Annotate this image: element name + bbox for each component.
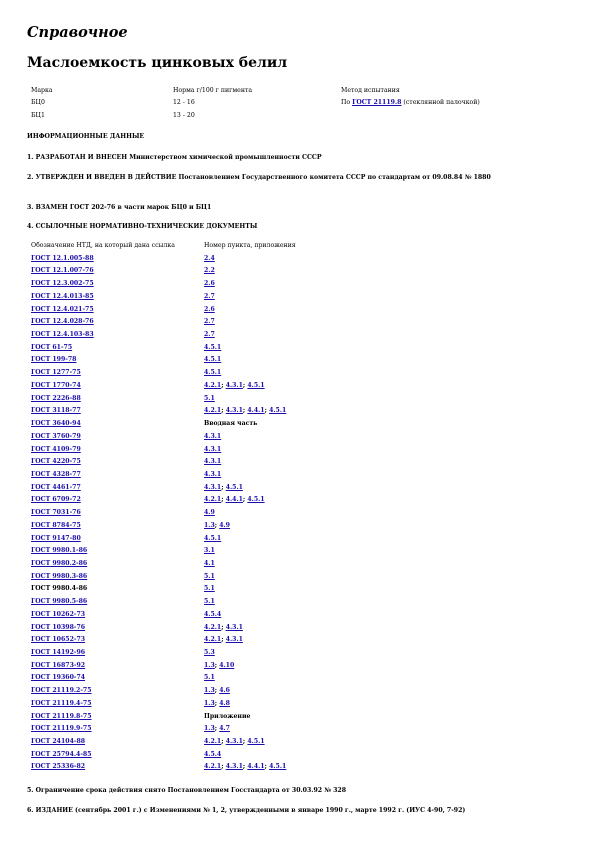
reference-clauses — [204, 585, 215, 592]
reference-document-link[interactable]: ГОСТ 4461-77 — [31, 483, 81, 491]
reference-document-link[interactable]: ГОСТ 1277-75 — [31, 369, 81, 377]
reference-document-link[interactable]: ГОСТ 9147-80 — [31, 534, 81, 542]
reference-clauses — [204, 560, 215, 567]
clause-link[interactable]: 5.1 — [204, 394, 215, 402]
reference-document-link[interactable]: ГОСТ 9980.5-86 — [31, 598, 88, 606]
clause-link[interactable]: 2.7 — [204, 331, 215, 339]
reference-label: Справочное — [27, 24, 128, 41]
grade-cell: БЦ0 — [31, 99, 45, 106]
reference-clauses — [204, 573, 215, 580]
reference-clauses — [204, 420, 257, 427]
method-standard-link[interactable]: ГОСТ 21119.8 — [352, 99, 402, 106]
clause-link[interactable]: 5.1 — [204, 572, 215, 580]
reference-document-link[interactable]: ГОСТ 12.4.021-75 — [31, 305, 94, 313]
clause-text: Вводная часть — [204, 420, 258, 428]
reference-clauses — [204, 433, 221, 440]
reference-document-link[interactable]: ГОСТ 12.1.005-88 — [31, 254, 94, 262]
clause-link[interactable]: 4.2.1 — [204, 636, 222, 644]
clause-link[interactable]: 2.4 — [204, 254, 215, 262]
clause-link[interactable]: 1.3 — [204, 521, 215, 529]
clause-link[interactable]: 4.3.1 — [204, 458, 222, 466]
header-grade: Марка — [31, 87, 53, 94]
reference-clauses: 1.3; 4.7 — [204, 725, 230, 733]
clause-link[interactable]: 2.6 — [204, 280, 215, 288]
reference-document-link[interactable]: ГОСТ 3760-79 — [31, 432, 81, 440]
clause-link[interactable]: 2.7 — [204, 292, 215, 300]
clause-link[interactable]: 3.1 — [204, 547, 215, 555]
reference-document-link[interactable]: ГОСТ 61-75 — [31, 343, 73, 351]
clause-link[interactable]: 1.3 — [204, 687, 215, 695]
clause-link[interactable]: 4.5.1 — [269, 763, 287, 771]
info-item-2: 2. УТВЕРЖДЕН И ВВЕДЕН В ДЕЙСТВИЕ Постановлением Государственного комитета СССР по стандартам от 09.08.84 № 1880 — [27, 174, 491, 181]
reference-document-link[interactable]: ГОСТ 10262-73 — [31, 610, 86, 618]
clause-link[interactable]: 1.3 — [204, 725, 215, 733]
clause-link[interactable]: 1.3 — [204, 661, 215, 669]
reference-document-link[interactable]: ГОСТ 1770-74 — [31, 381, 81, 389]
reference-document-link[interactable]: ГОСТ 25336-82 — [31, 763, 86, 771]
method-suffix: (стеклянной палочкой) — [401, 99, 480, 106]
reference-clauses — [204, 547, 215, 554]
clause-link[interactable]: 4.2.1 — [204, 623, 222, 631]
clause-link[interactable]: 4.3.1 — [225, 407, 243, 415]
reference-document-link[interactable]: ГОСТ 6709-72 — [31, 496, 81, 504]
clause-link[interactable]: 2.6 — [204, 305, 215, 313]
reference-clauses — [204, 458, 221, 465]
clause-link[interactable]: 5.1 — [204, 585, 215, 593]
clause-link[interactable]: 4.3.1 — [225, 763, 243, 771]
reference-clauses — [204, 293, 215, 300]
clause-link[interactable]: 2.2 — [204, 267, 215, 275]
reference-clauses — [204, 331, 215, 338]
reference-document-link[interactable]: ГОСТ 16873-92 — [31, 661, 86, 669]
info-item-1: 1. РАЗРАБОТАН И ВНЕСЕН Министерством химической промышленности СССР — [27, 154, 322, 161]
reference-clauses — [204, 713, 251, 720]
reference-document-link[interactable]: ГОСТ 9980.2-86 — [31, 559, 88, 567]
method-cell — [341, 99, 480, 106]
reference-document-link[interactable]: ГОСТ 9980.1-86 — [31, 547, 88, 555]
clause-link[interactable]: 4.3.1 — [225, 623, 243, 631]
clause-link[interactable]: 4.4.1 — [225, 496, 243, 504]
info-item-4: 4. ССЫЛОЧНЫЕ НОРМАТИВНО-ТЕХНИЧЕСКИЕ ДОКУМЕНТЫ — [27, 223, 258, 230]
reference-clauses — [204, 509, 215, 516]
reference-clauses — [204, 318, 215, 325]
reference-clauses — [204, 369, 221, 376]
reference-clauses: 4.2.1; 4.3.1; 4.5.1 — [204, 381, 265, 389]
reference-clauses — [204, 751, 221, 758]
reference-clauses — [204, 446, 221, 453]
reference-clauses: 4.2.1; 4.3.1 — [204, 623, 243, 631]
reference-clauses: 4.2.1; 4.3.1 — [204, 636, 243, 644]
reference-document-link[interactable]: ГОСТ 10398-76 — [31, 623, 86, 631]
clause-link[interactable]: 4.2.1 — [204, 763, 222, 771]
clause-link[interactable]: 4.4.1 — [247, 407, 265, 415]
clause-link[interactable]: 4.5.1 — [204, 343, 222, 351]
reference-clauses: 1.3; 4.6 — [204, 687, 230, 695]
reference-clauses: 1.3; 4.9 — [204, 521, 230, 529]
reference-clauses — [204, 611, 221, 618]
reference-clauses — [204, 674, 215, 681]
reference-clauses — [204, 356, 221, 363]
clause-link[interactable]: 4.3.1 — [225, 738, 243, 746]
reference-document-link[interactable]: ГОСТ 4220-75 — [31, 458, 81, 466]
clause-link[interactable]: 4.3.1 — [204, 470, 222, 478]
reference-document-link[interactable]: ГОСТ 7031-76 — [31, 509, 81, 517]
clause-link[interactable]: 4.3.1 — [204, 432, 222, 440]
reference-clauses: 4.2.1; 4.3.1; 4.5.1 — [204, 738, 265, 746]
reference-document-link[interactable]: ГОСТ 2226-88 — [31, 394, 81, 402]
clause-link[interactable]: 4.2.1 — [204, 738, 222, 746]
reference-clauses: 4.2.1; 4.3.1; 4.4.1; 4.5.1 — [204, 407, 287, 415]
clause-link[interactable]: 4.5.1 — [204, 534, 222, 542]
clause-link[interactable]: 4.2.1 — [204, 407, 222, 415]
clause-link[interactable]: 4.10 — [219, 661, 235, 669]
reference-clauses: 4.2.1; 4.4.1; 4.5.1 — [204, 496, 265, 504]
reference-document-link[interactable]: ГОСТ 4328-77 — [31, 470, 81, 478]
clause-link[interactable]: 1.3 — [204, 699, 215, 707]
reference-document-link[interactable]: ГОСТ 21119.9-75 — [31, 725, 92, 733]
reference-document-link[interactable]: ГОСТ 14192-96 — [31, 649, 86, 656]
clause-link[interactable]: 4.7 — [219, 725, 230, 733]
clause-link[interactable]: 2.7 — [204, 318, 215, 326]
info-item-3: 3. ВЗАМЕН ГОСТ 202-76 в части марок БЦ0 и БЦ1 — [27, 204, 212, 211]
reference-clauses — [204, 280, 215, 287]
reference-document-link[interactable]: ГОСТ 25794.4-85 — [31, 750, 92, 758]
clause-link[interactable]: 4.8 — [219, 699, 230, 707]
clause-link[interactable]: 4.9 — [204, 509, 215, 517]
reference-clauses: 1.3; 4.8 — [204, 699, 230, 707]
reference-document-link: ГОСТ 9980.4-86 — [31, 585, 88, 593]
grades-table-header — [31, 87, 571, 99]
norm-cell: 12 - 16 — [173, 99, 195, 106]
clause-link[interactable]: 5.3 — [204, 649, 215, 656]
clause-link[interactable]: 4.9 — [219, 521, 230, 529]
clause-link[interactable]: 4.5.1 — [247, 381, 265, 389]
reference-document-link[interactable]: ГОСТ 9980.3-86 — [31, 572, 88, 580]
reference-clauses — [204, 471, 221, 478]
grades-table-row — [31, 112, 571, 124]
reference-clauses: 1.3; 4.10 — [204, 661, 235, 669]
reference-document-link[interactable]: ГОСТ 21119.8-75 — [31, 712, 92, 720]
header-norm: Норма г/100 г пигмента — [173, 87, 253, 94]
clause-link[interactable]: 4.3.1 — [204, 445, 222, 453]
reference-document-link[interactable]: ГОСТ 8784-75 — [31, 521, 81, 529]
clause-link[interactable]: 4.5.1 — [247, 738, 265, 746]
clause-link[interactable]: 5.1 — [204, 598, 215, 606]
reference-clauses — [204, 535, 221, 542]
clause-link[interactable]: 4.2.1 — [204, 381, 222, 389]
clause-link[interactable]: 5.1 — [204, 674, 215, 682]
clause-link[interactable]: 4.5.1 — [204, 356, 222, 364]
reference-clauses — [204, 267, 215, 274]
references-col2-header: Номер пункта, приложения — [204, 242, 296, 249]
page-title: Маслоемкость цинковых белил — [27, 55, 288, 71]
info-item-5: 5. Ограничение срока действия снято Постановлением Госстандарта от 30.03.92 № 328 — [27, 787, 347, 794]
reference-document-link[interactable]: ГОСТ 21119.2-75 — [31, 687, 92, 695]
norm-cell: 13 - 20 — [173, 112, 195, 119]
reference-clauses — [204, 598, 215, 605]
reference-clauses — [204, 395, 215, 402]
clause-link[interactable]: 4.6 — [219, 687, 230, 695]
header-method: Метод испытания — [341, 87, 400, 94]
reference-document-link[interactable]: ГОСТ 10652-73 — [31, 636, 86, 644]
clause-text: Приложение — [204, 712, 251, 720]
info-heading: ИНФОРМАЦИОННЫЕ ДАННЫЕ — [27, 133, 145, 140]
clause-link[interactable]: 4.5.4 — [204, 750, 222, 758]
grade-cell: БЦ1 — [31, 112, 45, 119]
reference-clauses: 4.3.1; 4.5.1 — [204, 483, 243, 491]
method-prefix: По — [341, 99, 353, 106]
clause-link[interactable]: 4.4.1 — [247, 763, 265, 771]
reference-document-link[interactable]: ГОСТ 12.4.013-85 — [31, 292, 94, 300]
reference-document-link[interactable]: ГОСТ 21119.4-75 — [31, 699, 92, 707]
clause-link[interactable]: 4.5.1 — [247, 496, 265, 504]
info-item-6: 6. ИЗДАНИЕ (сентябрь 2001 г.) с Изменениями № 1, 2, утвержденными в январе 1990 г., марте 1992 г. (ИУС 4-90, 7-92) — [27, 807, 466, 814]
reference-document-link[interactable]: ГОСТ 19360-74 — [31, 674, 86, 682]
reference-clauses: 4.2.1; 4.3.1; 4.4.1; 4.5.1 — [204, 763, 287, 771]
clause-link[interactable]: 4.1 — [204, 559, 215, 567]
reference-clauses — [204, 255, 215, 262]
clause-link[interactable]: 4.3.1 — [204, 483, 222, 491]
references-col1-header: Обозначение НТД, на который дана ссылка — [31, 242, 175, 249]
clause-link[interactable]: 4.5.1 — [269, 407, 287, 415]
reference-document-link[interactable]: ГОСТ 12.4.028-76 — [31, 318, 94, 326]
clause-link[interactable]: 4.3.1 — [225, 636, 243, 644]
reference-document-link[interactable]: ГОСТ 12.4.103-83 — [31, 331, 94, 339]
reference-clauses — [204, 344, 221, 351]
reference-clauses — [204, 649, 215, 656]
reference-document-link[interactable]: ГОСТ 199-78 — [31, 356, 77, 364]
reference-document-link[interactable]: ГОСТ 24104-88 — [31, 738, 86, 746]
clause-link[interactable]: 4.5.4 — [204, 610, 222, 618]
reference-document-link[interactable]: ГОСТ 3640-94 — [31, 420, 81, 428]
clause-link[interactable]: 4.5.1 — [204, 369, 222, 377]
reference-document-link[interactable]: ГОСТ 3118-77 — [31, 407, 81, 415]
reference-clauses — [204, 306, 215, 313]
reference-document-link[interactable]: ГОСТ 12.3.002-75 — [31, 280, 94, 288]
clause-link[interactable]: 4.3.1 — [225, 381, 243, 389]
grades-table-row — [31, 99, 571, 111]
reference-document-link[interactable]: ГОСТ 4109-79 — [31, 445, 81, 453]
clause-link[interactable]: 4.5.1 — [225, 483, 243, 491]
reference-document-link[interactable]: ГОСТ 12.1.007-76 — [31, 267, 94, 275]
clause-link[interactable]: 4.2.1 — [204, 496, 222, 504]
